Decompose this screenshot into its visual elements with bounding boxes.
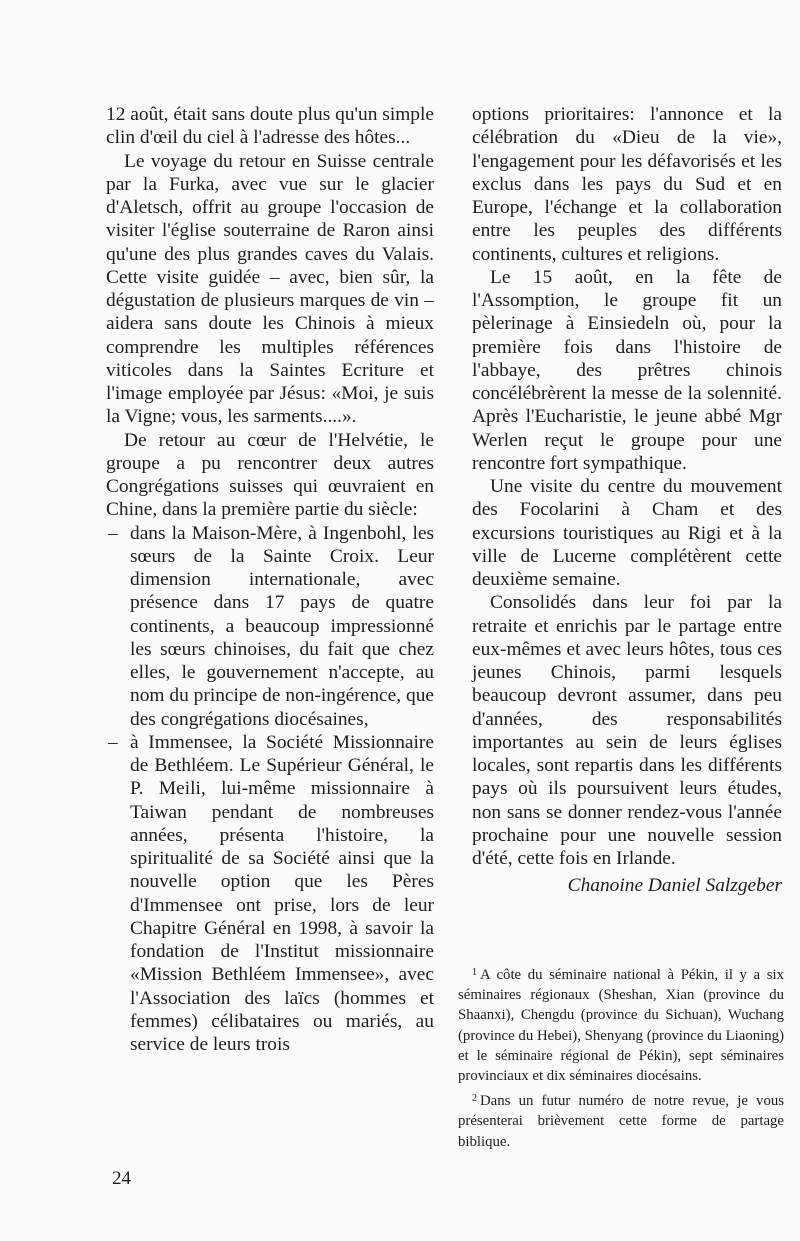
footnote-marker: 1 (472, 967, 477, 978)
list-item: – dans la Maison-Mère, à Ingenbohl, les sœurs de la Sainte Croix. Leur dimension internationale, avec présence dans 17 pays de quatre continents, a beaucoup impressionné les sœurs chinoises, du fait que chez elles, le gouvernement n'accepte, au nom du principe de non-ingérence, que des congrégations diocésaines, (106, 522, 434, 731)
footnote-text: A côte du séminaire national à Pékin, il y a six séminaires régionaux (Sheshan, Xian (province du Shaanxi), Chengdu (province du Sichuan), Wuchang (province du Hebei), Shenyang (province du Liaoning) et le séminaire régional de Pékin), sept séminaires provinciaux et dix séminaires diocésains. (458, 967, 784, 1085)
list-item: – à Immensee, la Société Missionnaire de Bethléem. Le Supérieur Général, le P. Meili, lui-même missionnaire à Taiwan pendant de nombreuses années, présenta l'histoire, la spiritualité de sa Société ainsi que la nouvelle option que les Pères d'Immensee ont prise, lors de leur Chapitre Général en 1998, à savoir la fondation de l'Institut missionnaire «Mission Bethléem Immensee», avec l'Association des laïcs (hommes et femmes) célibataires ou mariés, au service de leurs trois (106, 731, 434, 1057)
paragraph: De retour au cœur de l'Helvétie, le groupe a pu rencontrer deux autres Congrégations suisses qui œuvraient en Chine, dans la première partie du siècle: (106, 429, 434, 521)
paragraph: Le voyage du retour en Suisse centrale par la Furka, avec vue sur le glacier d'Aletsch, offrit au groupe l'occasion de visiter l'église souterraine de Raron ainsi qu'une des plus grandes caves du Valais. Cette visite guidée – avec, bien sûr, la dégustation de plusieurs marques de vin – aidera sans doute les Chinois à mieux comprendre les multiples références viticoles dans la Saintes Ecriture et l'image employée par Jésus: «Moi, je suis la Vigne; vous, les sarments....». (106, 150, 434, 428)
author-signature: Chanoine Daniel Salzgeber (567, 875, 782, 897)
footnote-text: Dans un futur numéro de notre revue, je vous présenterai brièvement cette forme de partage biblique. (458, 1093, 784, 1150)
right-column (472, 103, 782, 898)
left-column (106, 103, 434, 1056)
footnotes (458, 963, 784, 1155)
footnote (458, 963, 784, 1086)
footnote-marker: 2 (472, 1093, 477, 1105)
paragraph: Le 15 août, en la fête de l'Assomption, le groupe fit un pèlerinage à Einsiedeln où, pour la première fois dans l'histoire de l'abbaye, des prêtres chinois concélébrèrent la messe de la solennité. Après l'Eucharistie, le jeune abbé Mgr Werlen reçut le groupe pour une rencontre fort sympathique. (472, 266, 782, 474)
paragraph: Consolidés dans leur foi par la retraite et enrichis par le partage entre eux-mêmes et avec leurs hôtes, tous ces jeunes Chinois, parmi lesquels beaucoup devront assumer, dans peu d'années, des responsabilités importantes au sein de leurs églises locales, sont repartis dans les différents pays où ils poursuivent leurs études, non sans se donner rendez-vous l'année prochaine pour une nouvelle session d'été, cette fois en Irlande. (472, 592, 782, 869)
paragraph: options prioritaires: l'annonce et la célébration du «Dieu de la vie», l'engagement pour les défavorisés et les exclus dans les pays du Sud et en Europe, l'échange et la collaboration entre les peuples des différents continents, cultures et religions. (472, 104, 782, 265)
footnote (458, 1089, 784, 1152)
paragraph: Une visite du centre du mouvement des Focolarini à Cham et des excursions touristiques au Rigi et à la ville de Lucerne complétèrent cette deuxième semaine. (472, 476, 782, 590)
page-number: 24 (112, 1168, 131, 1189)
paragraph: 12 août, était sans doute plus qu'un simple clin d'œil du ciel à l'adresse des hôtes... (106, 104, 434, 149)
congregation-list (106, 522, 434, 1057)
